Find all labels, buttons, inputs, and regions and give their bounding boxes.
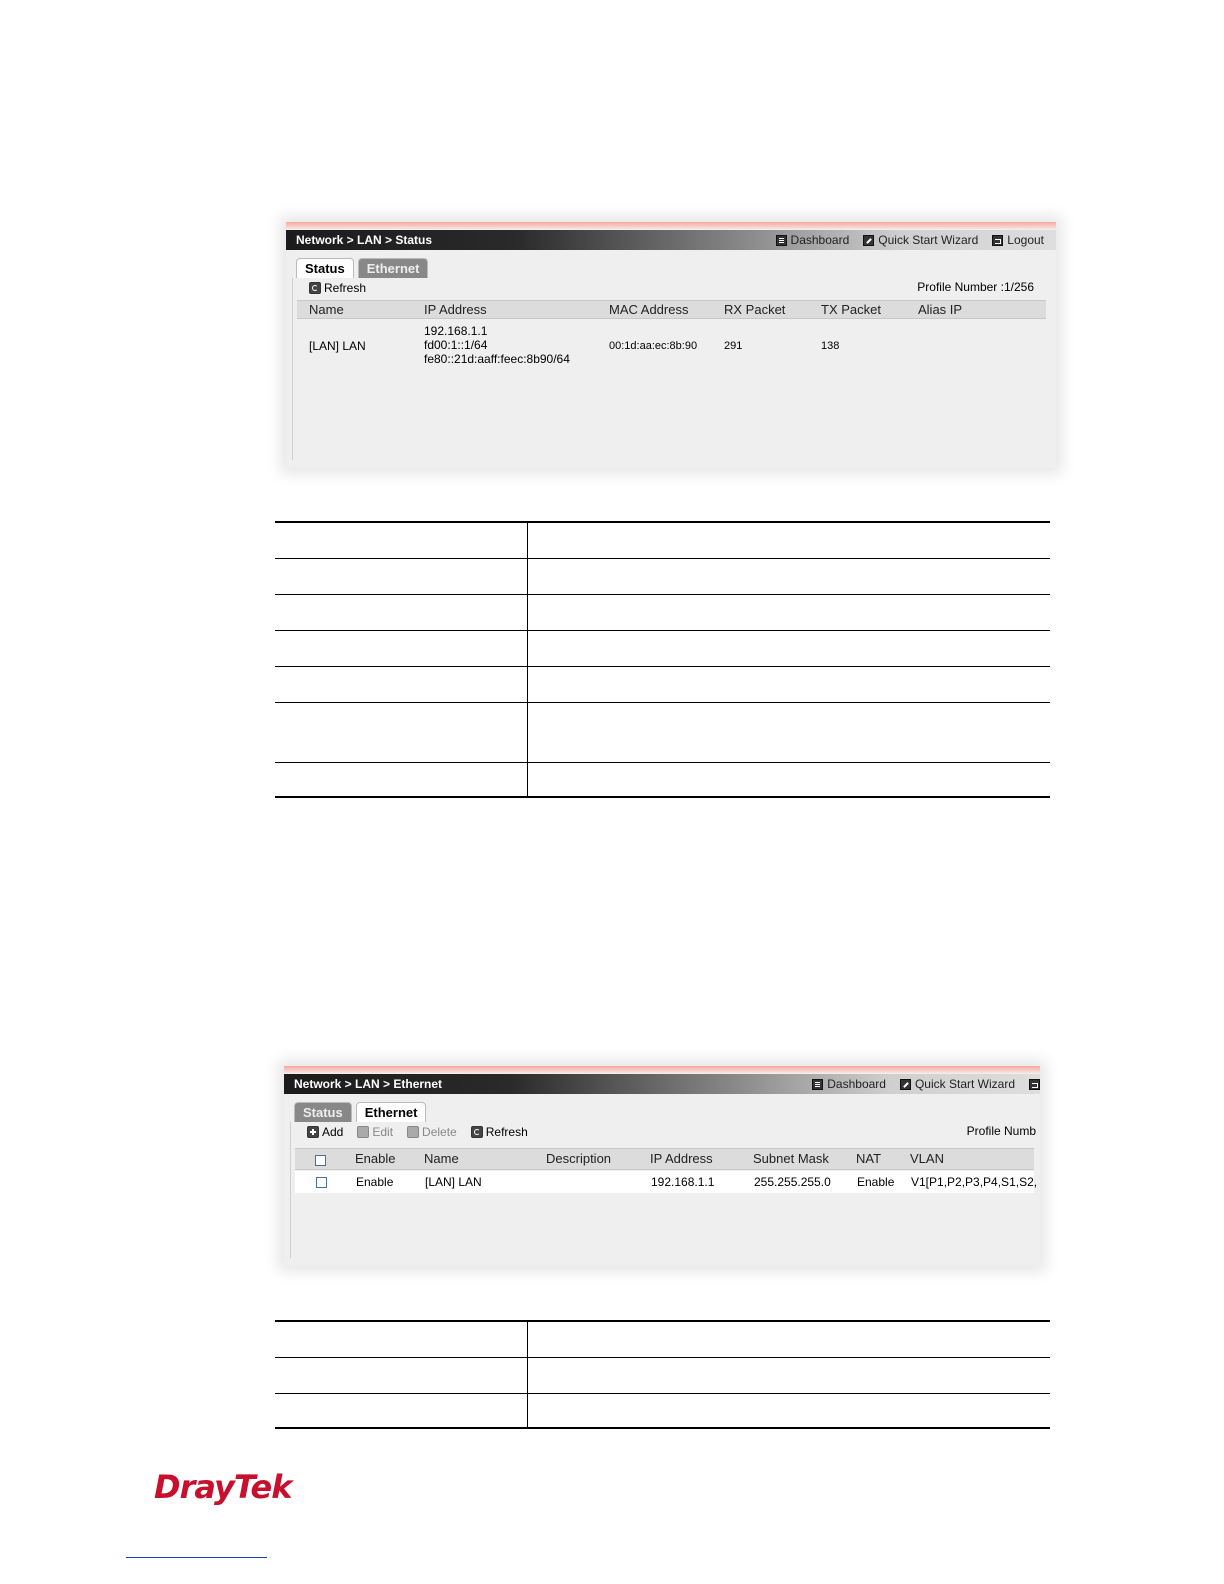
edit-button[interactable]: Edit [357, 1125, 393, 1139]
breadcrumb: Network > LAN > Status [296, 233, 433, 247]
draytek-logo: DrayTek [154, 1468, 292, 1506]
profile-number: Profile Numb [966, 1124, 1036, 1138]
refresh-icon [309, 282, 321, 294]
dashboard-link[interactable]: Dashboard [776, 230, 850, 250]
ethernet-content [290, 1122, 1038, 1258]
col-nat: NAT [856, 1151, 882, 1166]
col-rx-packet: RX Packet [724, 302, 786, 317]
col-name: Name [424, 1151, 459, 1166]
dashboard-link[interactable]: Dashboard [812, 1074, 886, 1094]
col-enable: Enable [355, 1151, 396, 1166]
col-alias-ip: Alias IP [918, 302, 963, 317]
wizard-icon [863, 235, 874, 246]
tab-status[interactable]: Status [296, 258, 354, 278]
dashboard-icon [812, 1079, 823, 1090]
row-ip-line: fe80::21d:aaff:feec:8b90/64 [424, 352, 570, 366]
status-description-table [275, 521, 1050, 798]
row-name: [LAN] LAN [309, 339, 366, 353]
col-subnet-mask: Subnet Mask [753, 1151, 829, 1166]
table-row[interactable] [295, 1171, 1038, 1193]
col-name: Name [309, 302, 344, 317]
wizard-icon [900, 1079, 911, 1090]
title-bar [284, 1074, 1040, 1094]
col-ip-address: IP Address [650, 1151, 713, 1166]
lan-status-screenshot [286, 222, 1056, 468]
row-ip: 192.168.1.1 [651, 1175, 715, 1189]
logout-icon [1029, 1079, 1040, 1090]
col-tx-packet: TX Packet [821, 302, 881, 317]
breadcrumb: Network > LAN > Ethernet [294, 1077, 443, 1091]
lan-ethernet-screenshot [284, 1066, 1040, 1266]
row-checkbox[interactable] [316, 1176, 327, 1193]
logout-icon [992, 235, 1003, 246]
row-ip-line: 192.168.1.1 [424, 324, 488, 338]
row-rx: 291 [724, 340, 743, 352]
ethernet-description-table [275, 1320, 1050, 1429]
row-mask: 255.255.255.0 [754, 1175, 831, 1189]
row-mac: 00:1d:aa:ec:8b:90 [609, 340, 698, 352]
col-description: Description [546, 1151, 612, 1166]
logout-link[interactable] [1029, 1079, 1040, 1090]
refresh-button[interactable]: Refresh [309, 281, 366, 295]
status-content [292, 278, 1050, 460]
row-vlan: V1[P1,P2,P3,P4,S1,S2, [911, 1175, 1038, 1189]
refresh-icon [471, 1126, 483, 1138]
col-vlan: VLAN [910, 1151, 944, 1166]
title-bar [286, 230, 1056, 250]
delete-icon [407, 1126, 419, 1138]
dashboard-icon [776, 235, 787, 246]
tab-status[interactable]: Status [294, 1102, 352, 1122]
status-table-header [297, 300, 1046, 319]
add-button[interactable]: Add [307, 1125, 343, 1139]
profile-number: Profile Number :1/256 [917, 280, 1034, 294]
quick-start-wizard-link[interactable]: Quick Start Wizard [863, 230, 978, 250]
select-all-checkbox[interactable] [315, 1153, 326, 1170]
refresh-button[interactable]: Refresh [471, 1125, 528, 1139]
logout-link[interactable]: Logout [992, 230, 1044, 250]
row-tx: 138 [821, 340, 840, 352]
table-row[interactable] [297, 322, 1046, 370]
edit-icon [357, 1126, 369, 1138]
ethernet-table-header [295, 1148, 1034, 1170]
tab-ethernet[interactable]: Ethernet [358, 258, 429, 278]
row-ip-line: fd00:1::1/64 [424, 338, 488, 352]
row-name: [LAN] LAN [425, 1175, 482, 1189]
tab-ethernet[interactable]: Ethernet [356, 1102, 427, 1122]
delete-button[interactable]: Delete [407, 1125, 457, 1139]
footer-link-line [126, 1557, 267, 1558]
quick-start-wizard-link[interactable]: Quick Start Wizard [900, 1074, 1015, 1094]
add-icon [307, 1126, 319, 1138]
row-nat: Enable [857, 1175, 895, 1189]
row-enable: Enable [356, 1175, 394, 1189]
col-ip-address: IP Address [424, 302, 487, 317]
col-mac-address: MAC Address [609, 302, 689, 317]
